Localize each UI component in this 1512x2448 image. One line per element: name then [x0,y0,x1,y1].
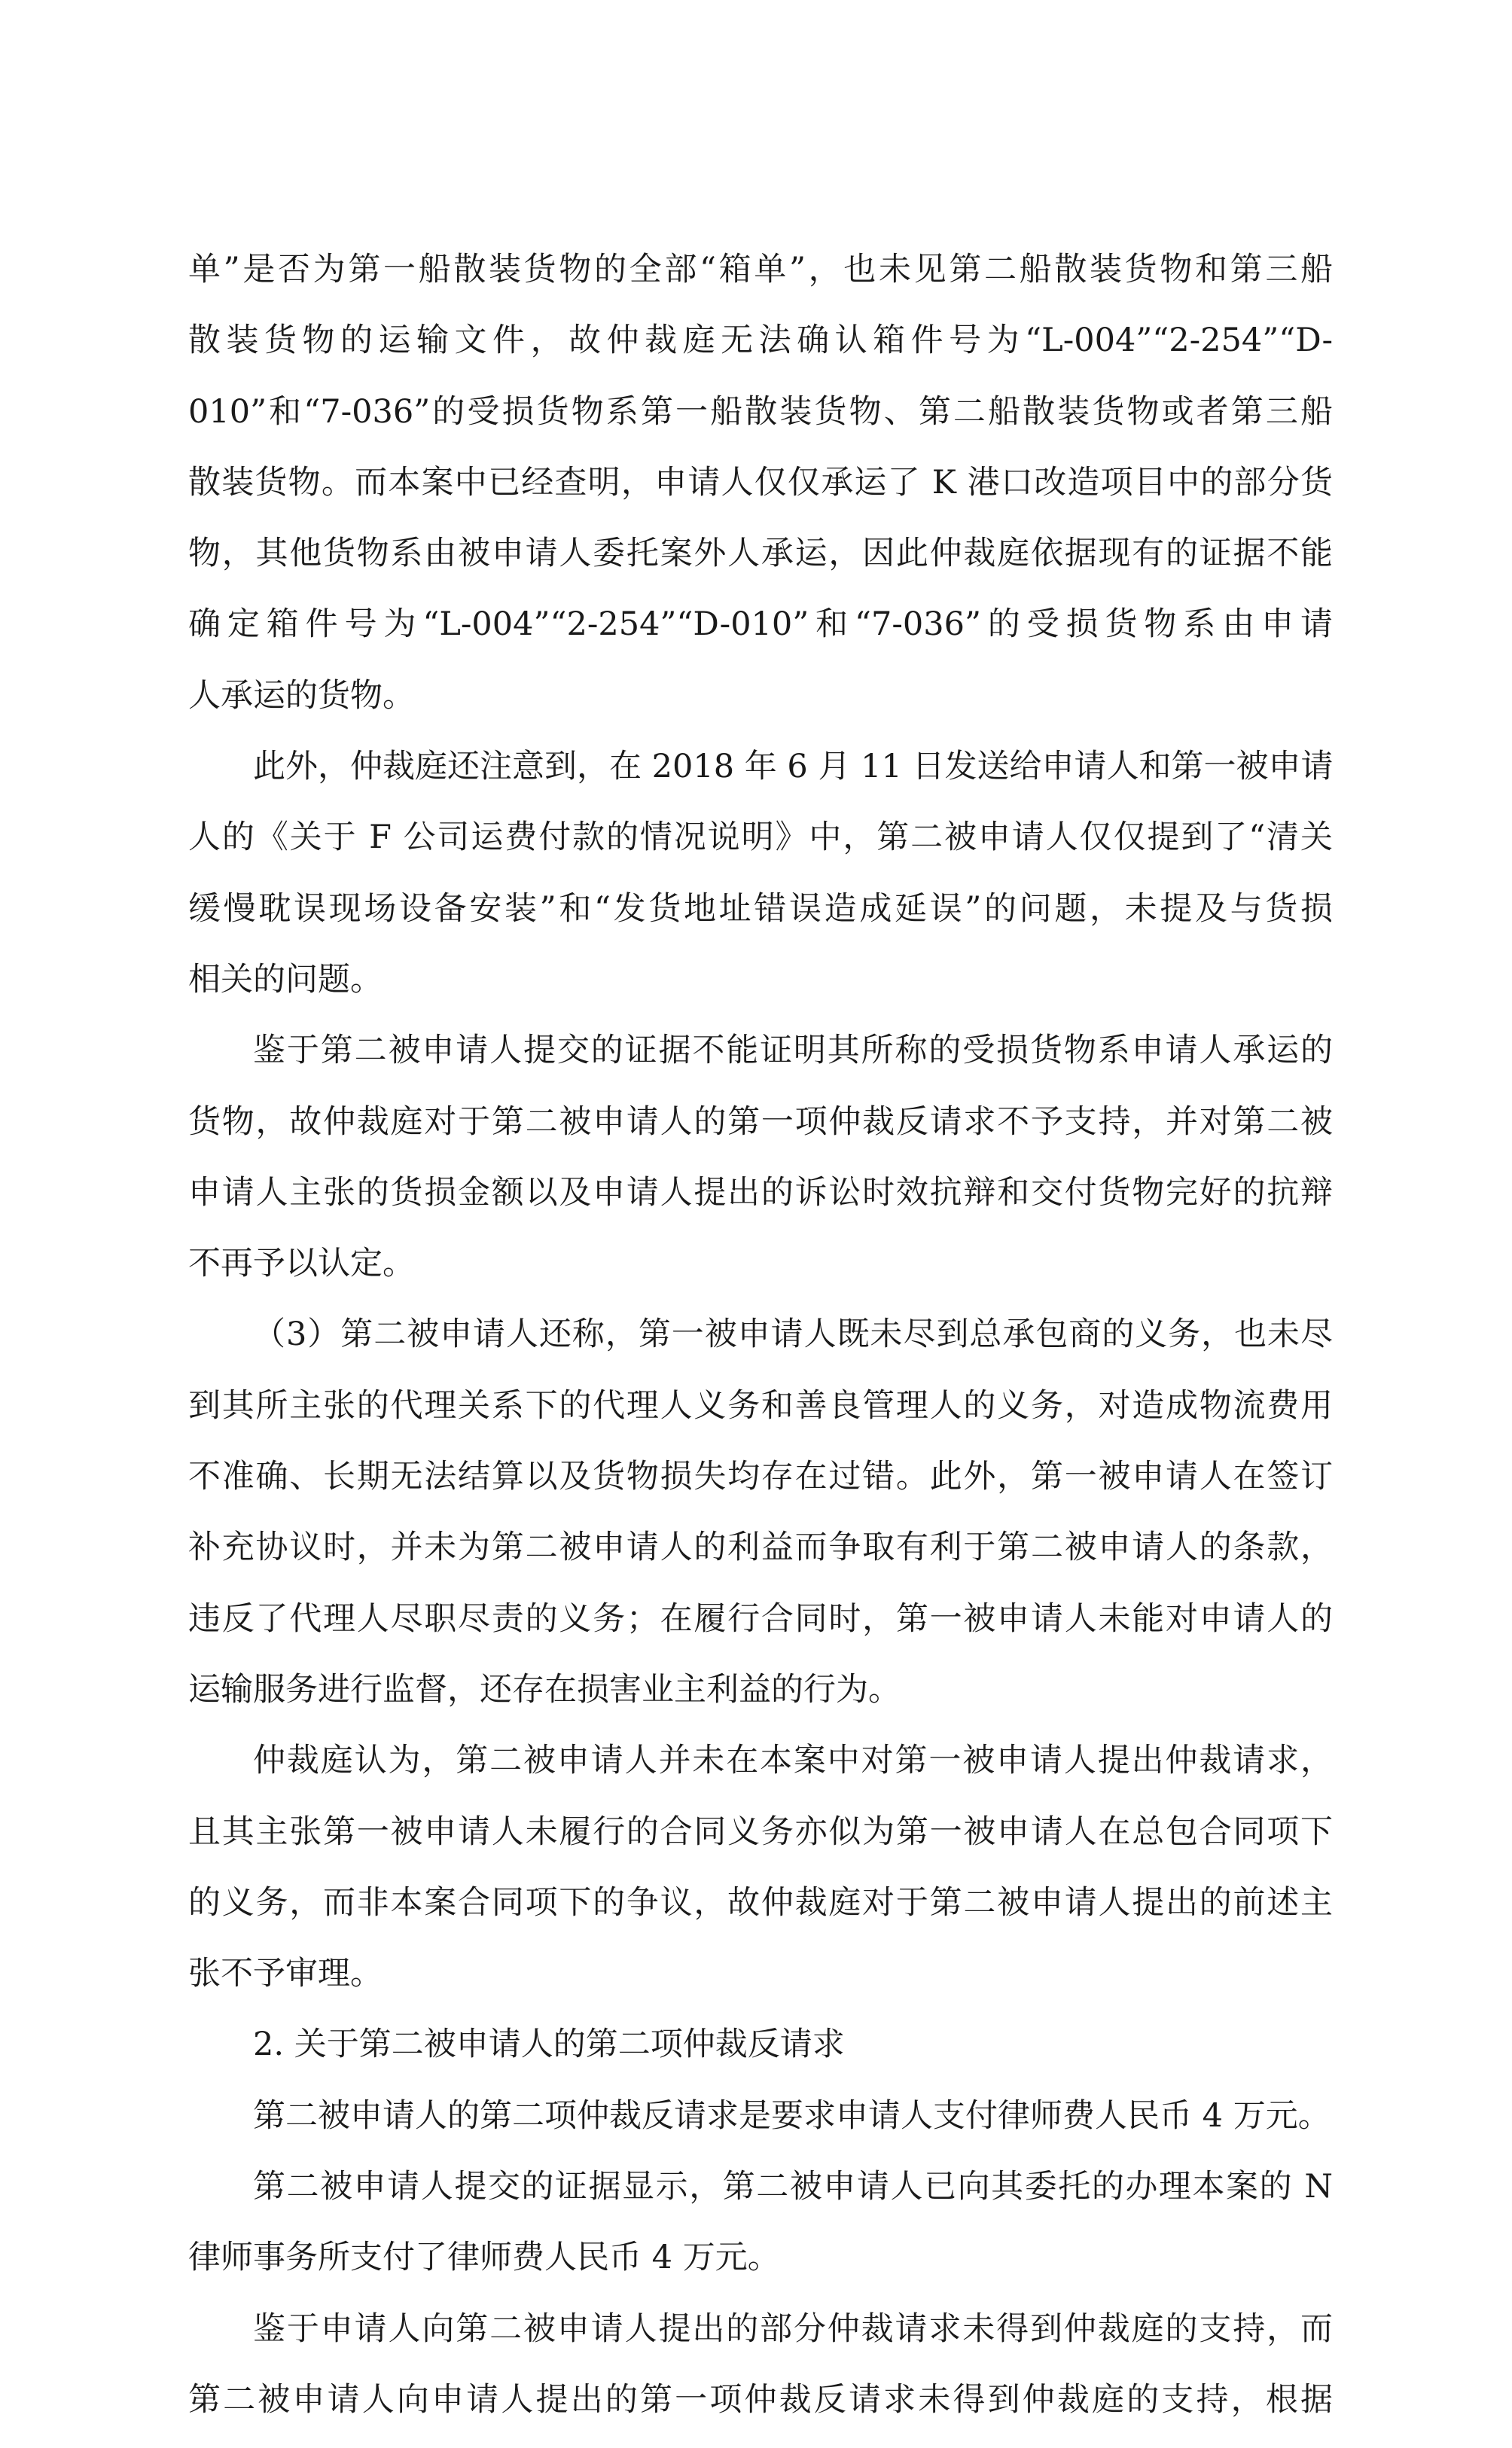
text-line: 的义务，而非本案合同项下的争议，故仲裁庭对于第二被申请人提出的前述主 [188,1883,1333,1922]
paragraph-start: 鉴于第二被申请人提交的证据不能证明其所称的受损货物系申请人承运的 [253,1032,1333,1070]
text-line: 单”是否为第一船散装货物的全部“箱单”，也未见第二船散装货物和第三船 [188,251,1333,288]
paragraph-start: 第二被申请人提交的证据显示，第二被申请人已向其委托的办理本案的 N [253,2168,1333,2206]
text-line: 且其主张第一被申请人未履行的合同义务亦似为第一被申请人在总包合同项下 [188,1812,1333,1851]
text-line: 申请人主张的货损金额以及申请人提出的诉讼时效抗辩和交付货物完好的抗辩 [188,1173,1333,1212]
text-line: 张不予审理。 [188,1955,383,1993]
text-line: 第二被申请人向申请人提出的第一项仲裁反请求未得到仲裁庭的支持，根据 [188,2380,1333,2419]
paragraph-start: 此外，仲裁庭还注意到，在 2018 年 6 月 11 日发送给申请人和第一被申请 [253,748,1334,786]
text-line: 律师事务所支付了律师费人民币 4 万元。 [188,2239,780,2277]
text-line: 补充协议时，并未为第二被申请人的利益而争取有利于第二被申请人的条款， [188,1529,1333,1567]
section-heading: 2. 关于第二被申请人的第二项仲裁反请求 [253,2026,845,2064]
text-line: 人承运的货物。 [188,676,415,715]
paragraph-start: （3）第二被申请人还称，第一被申请人既未尽到总承包商的义务，也未尽 [253,1315,1333,1354]
text-line: 确定箱件号为“L-004”“2-254”“D-010”和“7-036”的受损货物系由申请 [188,605,1333,644]
text-line: 物，其他货物系由被申请人委托案外人承运，因此仲裁庭依据现有的证据不能 [188,535,1333,573]
body-text [188,247,1333,2448]
text-line: 010”和“7-036”的受损货物系第一船散装货物、第二船散装货物或者第三船 [188,392,1333,431]
paragraph-start: 第二被申请人的第二项仲裁反请求是要求申请人支付律师费人民币 4 万元。 [253,2096,1331,2135]
paragraph-start: 鉴于申请人向第二被申请人提出的部分仲裁请求未得到仲裁庭的支持，而 [253,2309,1333,2348]
text-line: 缓慢耽误现场设备安装”和“发货地址错误造成延误”的问题，未提及与货损 [188,889,1333,928]
text-line: 货物，故仲裁庭对于第二被申请人的第一项仲裁反请求不予支持，并对第二被 [188,1102,1333,1141]
text-line: 相关的问题。 [188,960,383,998]
text-line: 散装货物的运输文件，故仲裁庭无法确认箱件号为“L-004”“2-254”“D- [188,322,1333,360]
paragraph-start: 仲裁庭认为，第二被申请人并未在本案中对第一被申请人提出仲裁请求， [253,1742,1333,1780]
text-line: 不再予以认定。 [188,1245,415,1283]
text-line: 人的《关于 F 公司运费付款的情况说明》中，第二被申请人仅仅提到了“清关 [188,819,1333,857]
text-line: 到其所主张的代理关系下的代理人义务和善良管理人的义务，对造成物流费用 [188,1386,1333,1425]
text-line: 不准确、长期无法结算以及货物损失均存在过错。此外，第一被申请人在签订 [188,1458,1333,1496]
text-line: 违反了代理人尽职尽责的义务；在履行合同时，第一被申请人未能对申请人的 [188,1599,1333,1638]
text-line: 运输服务进行监督，还存在损害业主利益的行为。 [188,1670,901,1709]
text-line: 散装货物。而本案中已经查明，申请人仅仅承运了 K 港口改造项目中的部分货 [188,463,1333,501]
